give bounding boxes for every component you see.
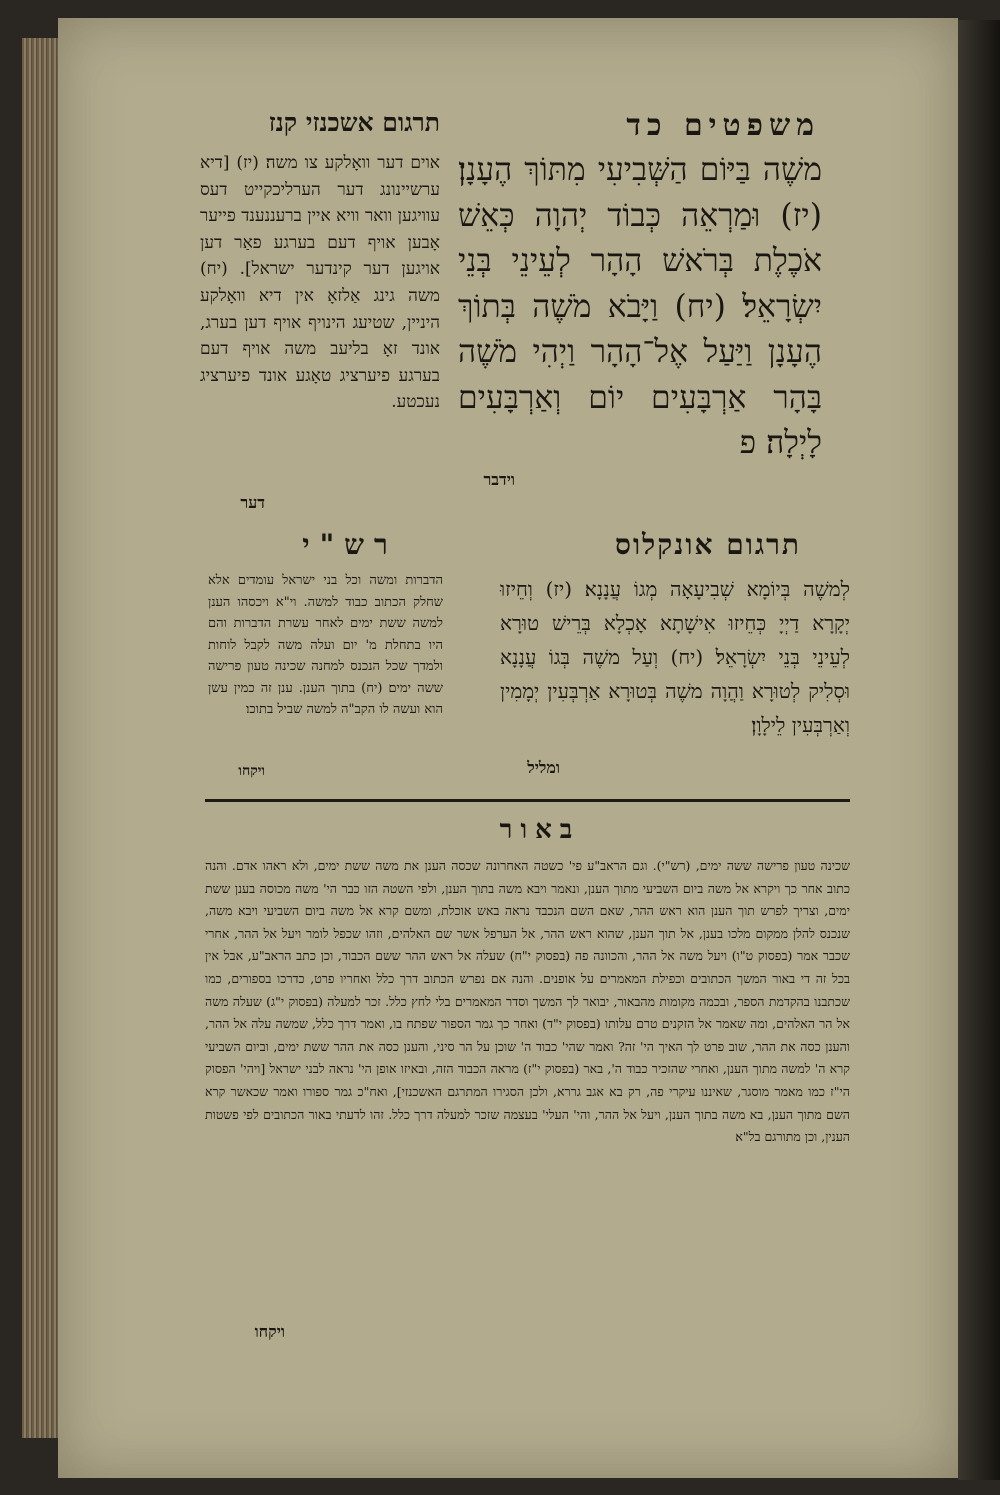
- page-stack-edge: [22, 38, 62, 1438]
- catchword-hebrew: וידבר: [483, 470, 515, 489]
- running-header-left: תרגום אשכנזי קנז: [268, 108, 440, 137]
- torah-text: משֶׁה בַּיּוֹם הַשְּׁבִיעִי מִתּוֹךְ הֶעָנָן׃ (יז) וּמַרְאֵה כְּבוֹד יְהוָה כְּאֵשׁ אֹכֶלֶת בְּרֹאשׁ הָהָר לְעֵינֵי בְּנֵי יִשְׂרָאֵל׃ (יח) וַיָּבֹא מֹשֶׁה בְּתוֹךְ הֶעָנָן וַיַּעַל אֶל־הָהָר וַיְהִי מֹשֶׁה בָּהָר אַרְבָּעִים יוֹם וְאַרְבָּעִים לָיְלָה׃ פ: [458, 152, 822, 461]
- binding-shadow: [958, 20, 1000, 1480]
- rashi-text: הדברות ומשה וכל בני ישראל עומדים אלא שחלק הכתוב כבוד למשה. וי"א ויכסהו הענן למשה ששת ימים לאחר עשרת הדברות והם היו בתחלת מ' יום ועלה משה לקבל לוחות ולמדך שכל הנכנס למחנה שכינה טעון פרישה ששה ימים׃ (יח) בתוך הענן. ענן זה כמין עשן הוא ועשה לו הקב"ה למשה שביל בתוכו׃: [208, 573, 443, 717]
- biur-title: באור: [499, 815, 581, 845]
- onkelos-text: לְמשֶׁה בְּיוֹמָא שְׁבִיעָאָה מְגוֹ עֲנָנָא׃ (יז) וְחֵיזוּ יְקָרָא דַיְיָ כְּחֵיזוּ אִישָׁתָא אָכְלָא בְּרֵישׁ טוּרָא לְעֵינֵי בְּנֵי יִשְׂרָאֵל׃ (יח) וְעַל משֶׁה בְּגוֹ עֲנָנָא וּסְלִיק לְטוּרָא וַהֲוָה משֶׁה בְּטוּרָא אַרְבְּעִין יְמָמִין וְאַרְבְּעִין לֵילָוָן׃: [500, 577, 850, 737]
- catchword-onkelos: ומליל: [527, 758, 560, 777]
- onkelos-title: תרגום אונקלוס: [615, 528, 801, 561]
- biur-text: שכינה טעון פרישה ששה ימים, (רש"י). וגם הראב"ע פי' כשטה האחרונה שכסה הענן את משה ששת ימים, ולא ראהו אדם. והנה כתוב אחר כך ויקרא אל משה ביום השביעי מתוך הענן, ונאמר ויבא משה בתוך הענן, ולפי השטה הזו כבר הי' משה מכוסה בענן ששת ימים, וצריך לפרש תוך הענן הוא ראש ההר, שאם השם הנכבד נראה באש אוכלת, ומשם קרא אל משה ביום השביעי ויבא משה, שנכנס להלן ממקום מלכו בענן, אל תוך הענן, שהוא ראש ההר, אל הערפל אשר שם האלהים, וזהו שכפל לומר ויעל אל ההר, אחרי שכבר אמר (בפסוק ט"ו) ויעל משה אל ההר, והכוונה פה (בפסוק י"ח) שעלה אל ראש ההר ששם הכבוד, וכן כתב הראב"ע, אבל אין בכל זה די באור המשך הכתובים וכפילת המאמרים על אופנים. והנה אם נפרש הכתוב דרך כלל ואחריו פרט, כדרכו בספורים, כמו שכתבנו בהקדמת הספר, ובכמה מקומות מהבאור, יבואר לך המשך וסדר המאמרים בלי לחץ כלל. זכר למעלה (בפסוק י"ג) שעלה משה אל הר האלהים, ומה שאמר אל הזקנים טרם עלותו (בפסוק י"ד) ואחר כך גמר הספור שפתח בו, ואמר דרך כלל, שמשה עלה אל ההר, והענן כסה את ההר, שוב פרט לך האיך הי' זה? ואמר שהי' כבוד ה' שוכן על הר סיני, והענן כסה את ההר ששת ימים, וביום השביעי קרא ה' למשה מתוך הענן, ואחרי שהזכיר כבוד ה', באר (בפסוק י"ז) מראה הכבוד הזה, ובאיזו אופן הי' נראה לבני ישראל [ויהי' הפסוק הי"ז כמו מאמר מוסגר, שאיננו עיקרי פה, רק בא אגב גררא, ולכן הסגירו המתרגם האשכנזי], ואח"כ גמר ספורו ואמר שכאשר קרא השם מתוך הענן, בא משה בתוך הענן, ויעל אל ההר, והי' העלי' בעצמה שזכר למעלה דרך כלל. זהו לדעתי באור הכתובים לפי פשטות הענין, וכן מתורגם בל"א׃: [205, 858, 850, 1145]
- running-header-right: משפטים כד: [626, 108, 820, 143]
- rashi-title: רש"י: [302, 528, 398, 561]
- yiddish-translation: אוים דער וואָלקע צו משה׃ (יז) [דיא ערשיינונג דער הערליכקייט דעס עוויגען וואר וויא איין ברעננענד פייער אָבען אויף דעם בערגע פאַר דען אויגען דער קינדער ישראל]. (יח) משה גינג אַלזאָ אין דיא וואָלקע היניין, שטיעג הינויף אויף דען בערג, אונד זאָ בליעב משה אויף דעם בערגע פיערציג טאָגע אונד פיערציג נעכטע.: [200, 153, 440, 413]
- catchword-biur: ויקחו: [254, 1322, 285, 1341]
- section-divider: [205, 799, 850, 802]
- catchword-rashi: ויקחו: [238, 763, 265, 779]
- catchword-yiddish: דער: [240, 493, 265, 512]
